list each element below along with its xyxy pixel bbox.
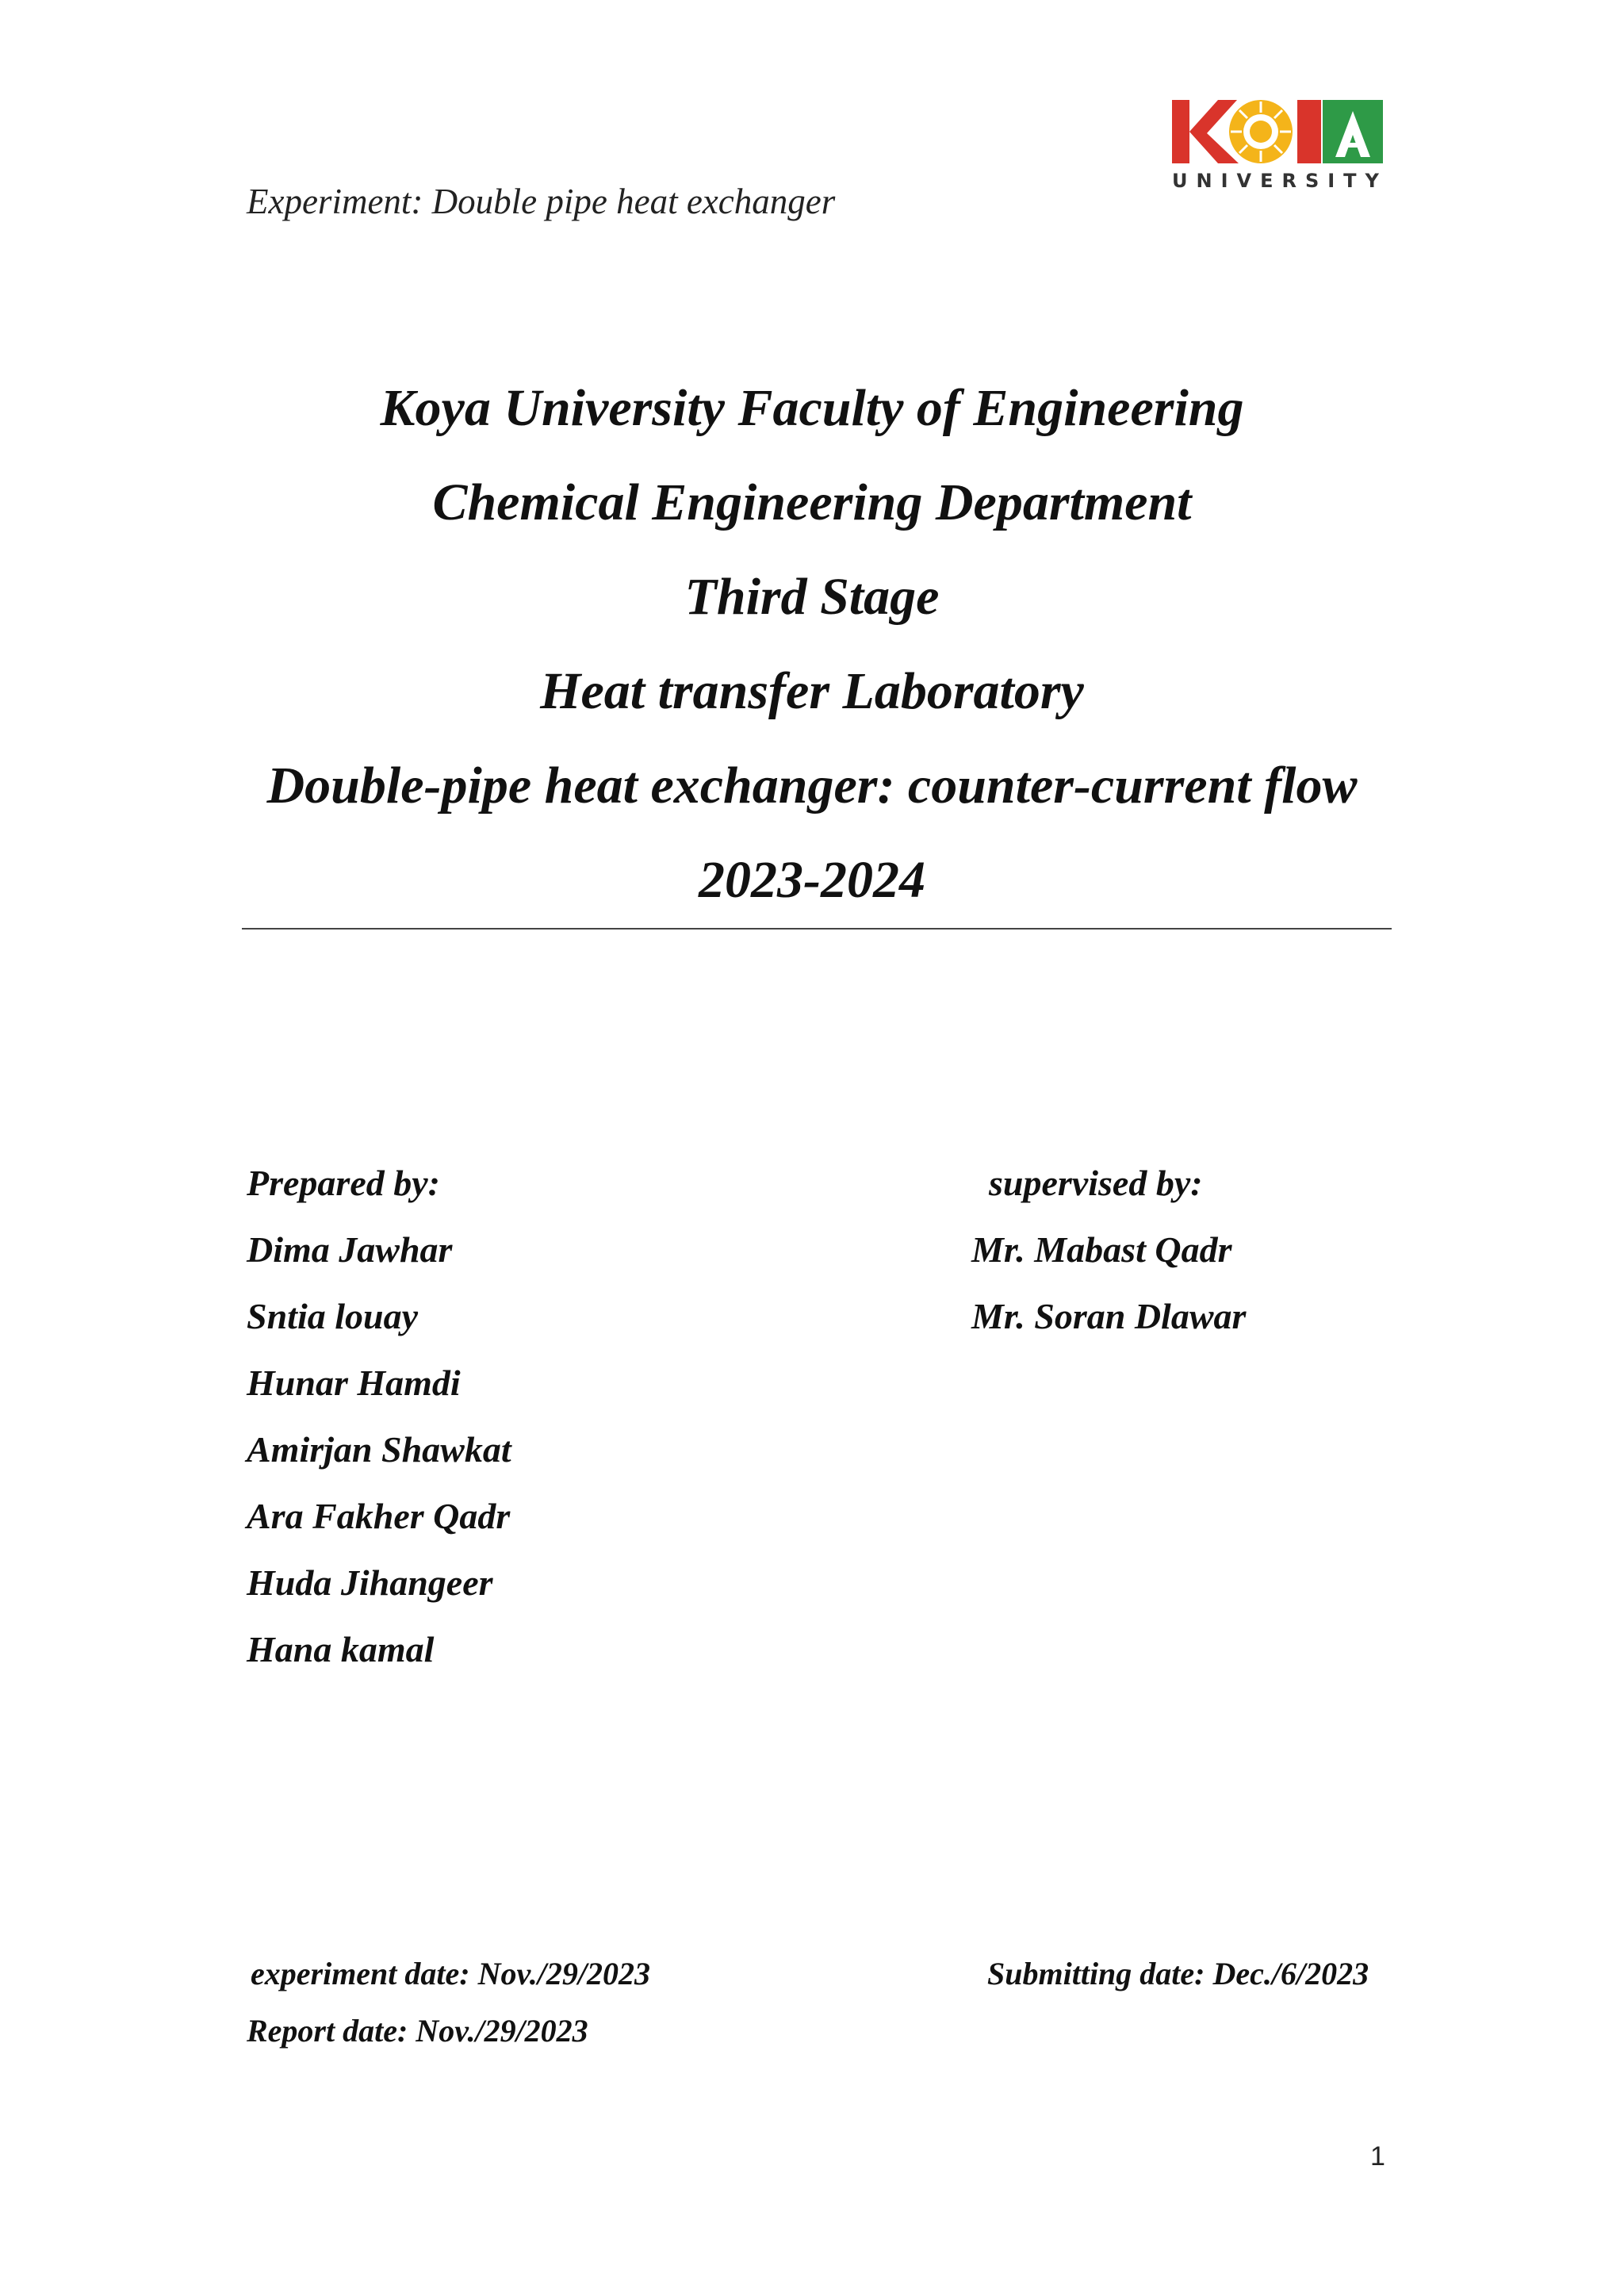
supervised-by-label: supervised by: (989, 1163, 1203, 1203)
experiment-date: experiment date: Nov./29/2023 (251, 1956, 650, 1991)
page-number: 1 (1370, 2141, 1385, 2171)
koya-university-logo (1172, 94, 1386, 213)
koya-logo-graphic (1172, 94, 1386, 213)
student-name: Hunar Hamdi (247, 1363, 461, 1403)
student-name: Amirjan Shawkat (247, 1429, 511, 1470)
title-divider (242, 928, 1392, 930)
prepared-by-section (247, 1150, 511, 1683)
title-laboratory: Heat transfer Laboratory (540, 662, 1084, 720)
submitting-date: Submitting date: Dec./6/2023 (987, 1956, 1369, 1991)
title-block (0, 361, 1624, 927)
supervisor-name: Mr. Mabast Qadr (971, 1229, 1232, 1270)
student-name: Ara Fakher Qadr (247, 1496, 511, 1536)
student-name: Huda Jihangeer (247, 1562, 493, 1603)
title-university: Koya University Faculty of Engineering (380, 379, 1244, 437)
logo-subtext: UNIVERSITY (1172, 170, 1388, 192)
title-department: Chemical Engineering Department (432, 473, 1192, 531)
supervised-by-section (971, 1150, 1246, 1350)
title-year: 2023-2024 (699, 851, 925, 909)
student-name: Dima Jawhar (247, 1229, 453, 1270)
title-experiment: Double-pipe heat exchanger: counter-current flow (266, 757, 1358, 815)
student-name: Hana kamal (247, 1629, 435, 1669)
student-name: Sntia louay (247, 1296, 419, 1336)
supervisor-name: Mr. Soran Dlawar (971, 1296, 1247, 1336)
report-date: Report date: Nov./29/2023 (247, 2013, 588, 2049)
title-stage: Third Stage (684, 568, 940, 626)
prepared-by-label: Prepared by: (247, 1163, 440, 1203)
experiment-header: Experiment: Double pipe heat exchanger (247, 182, 836, 221)
